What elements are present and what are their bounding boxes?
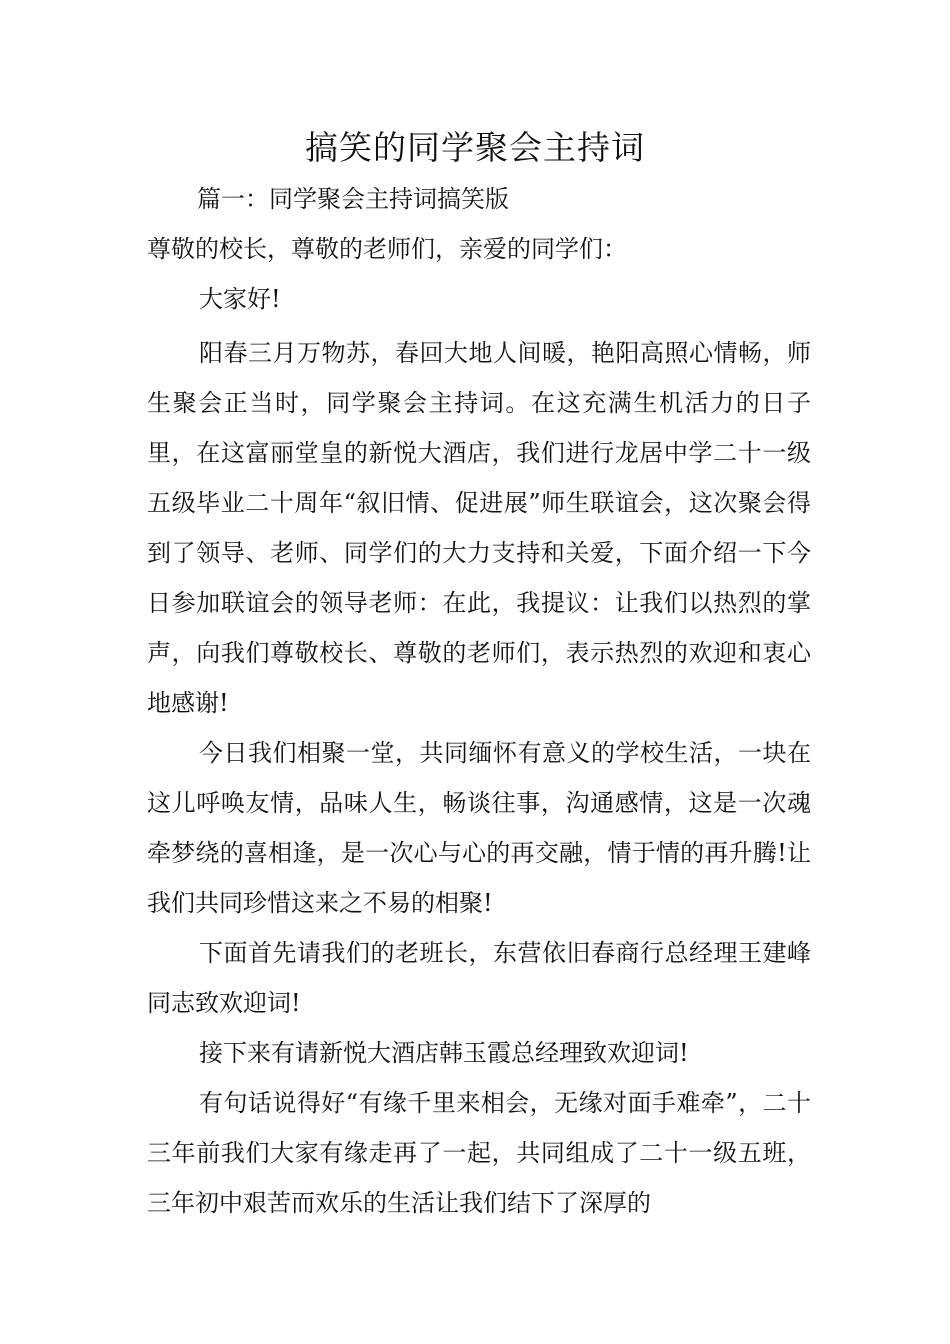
document-body xyxy=(147,228,811,1228)
document-title: 搞笑的同学聚会主持词 xyxy=(305,128,645,167)
paragraph-salutation: 尊敬的校长，尊敬的老师们，亲爱的同学们： xyxy=(147,235,627,263)
paragraph-greeting: 大家好! xyxy=(199,285,281,313)
document-subtitle: 篇一：同学聚会主持词搞笑版 xyxy=(197,185,509,213)
paragraph-opening: 阳春三月万物苏，春回大地人间暖，艳阳高照心情畅，师生聚会正当时，同学聚会主持词。在这充满生机活力的日子里，在这富丽堂皇的新悦大酒店，我们进行龙居中学二十一级五级毕业二十周年“叙旧情、促进展”师生联谊会，这次聚会得到了领导、老师、同学们的大力支持和关爱，下面介绍一下今日参加联谊会的领导老师：在此，我提议：让我们以热烈的掌声，向我们尊敬校长、尊敬的老师们，表示热烈的欢迎和衷心地感谢! xyxy=(147,339,811,717)
paragraph-gathering: 今日我们相聚一堂，共同缅怀有意义的学校生活，一块在这儿呼唤友情，品味人生，畅谈往事，沟通感情，这是一次魂牵梦绕的喜相逢，是一次心与心的再交融，情于情的再升腾!让我们共同珍惜这来之不易的相聚! xyxy=(147,739,811,917)
paragraph-fate: 有句话说得好“有缘千里来相会，无缘对面手难牵”，二十三年前我们大家有缘走再了一起，共同组成了二十一级五班，三年初中艰苦而欢乐的生活让我们结下了深厚的 xyxy=(147,1089,811,1217)
paragraph-hotel-speech: 接下来有请新悦大酒店韩玉霞总经理致欢迎词! xyxy=(199,1039,689,1067)
paragraph-monitor-speech: 下面首先请我们的老班长，东营依旧春商行总经理王建峰同志致欢迎词! xyxy=(147,939,811,1017)
